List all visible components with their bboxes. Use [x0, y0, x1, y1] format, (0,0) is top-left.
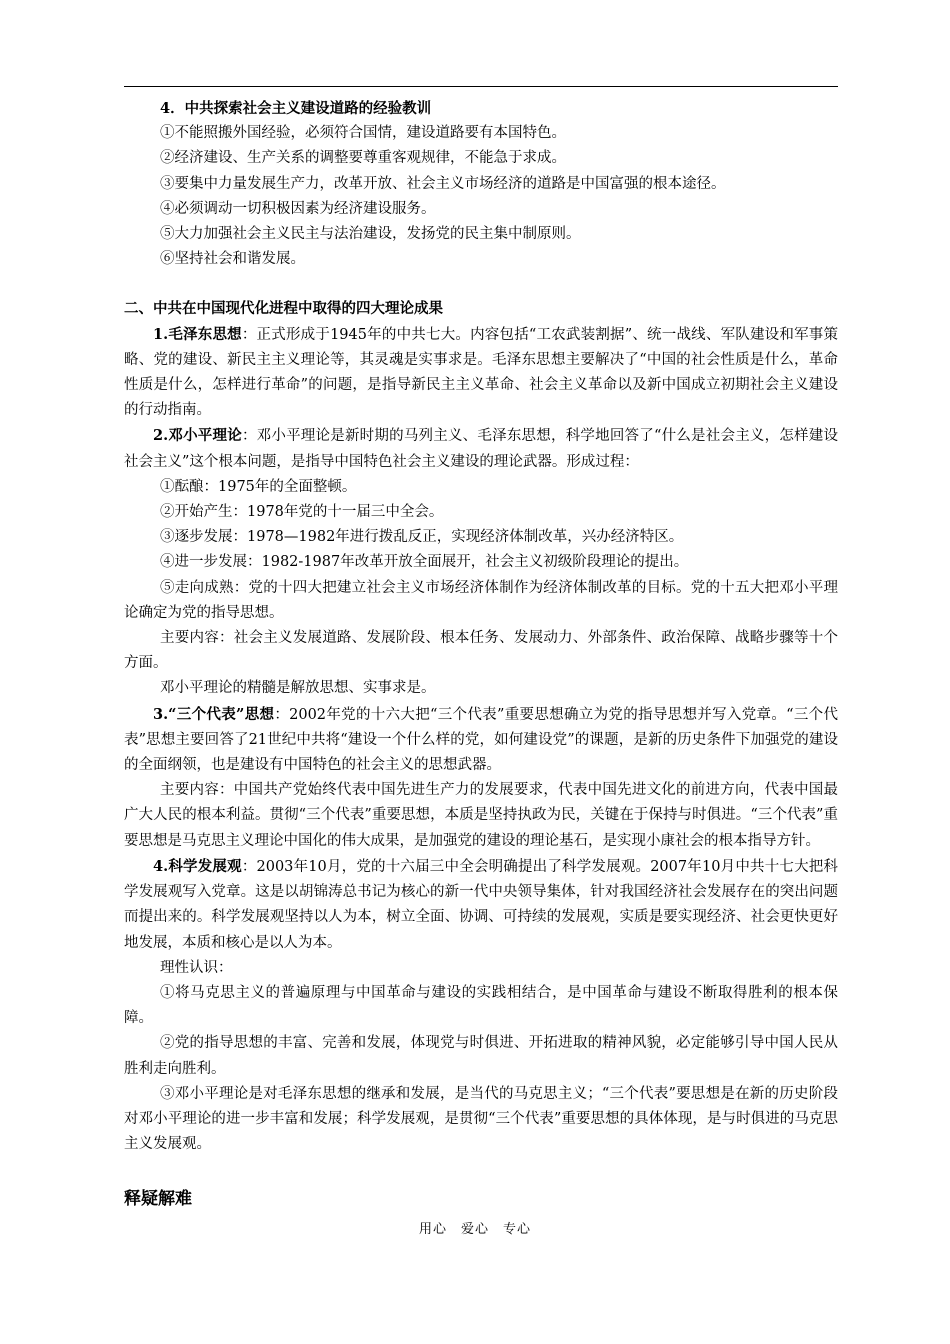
deng-text: ：邓小平理论是新时期的马列主义、毛泽东思想，科学地回答了“什么是社会主义，怎样建设社会主义”这个根本问题，是指导中国特色社会主义建设的理论武器。形成过程： — [124, 428, 838, 470]
bottom-heading: 释疑解难 — [124, 1189, 192, 1210]
deng-label: 2.邓小平理论 — [153, 427, 242, 445]
sci-text: ：2003年10月，党的十六届三中全会明确提出了科学发展观。2007年10月中共十七大把科学发展观写入党章。这是以胡锦涛总书记为核心的新一代中央领导集体，针对我国经济社会发展存在的突出问题而提出来的。科学发展观坚持以人为本，树立全面、协调、可持续的发展观，实质是要实现经济、社会更快更好地发展，本质和核心是以人为本。 — [124, 858, 839, 951]
three-text: ：2002年党的十六大把“三个代表”重要思想确立为党的指导思想并写入党章。“三个代表”思想主要回答了21世纪中共将“建设一个什么样的党，如何建设党”的课题，是新的历史条件下加强党的建设的全面纲领，也是建设有中国特色的社会主义的思想武器。 — [124, 706, 838, 774]
sci-label: 4.科学发展观 — [153, 857, 242, 875]
document-body — [124, 96, 838, 1213]
page-footer: 用心 爱心 专心 — [418, 1222, 531, 1237]
mao-paragraph — [124, 322, 838, 424]
deng-step: ③逐步发展：1978—1982年进行拨乱反正，实现经济体制改革，兴办经济特区。 — [160, 529, 684, 546]
header-rule — [124, 86, 838, 87]
deng-step: ④进一步发展：1982-1987年改革开放全面展开，社会主义初级阶段理论的提出。 — [160, 554, 689, 571]
deng-step: ②开始产生：1978年党的十一届三中全会。 — [160, 504, 444, 521]
deng-step: ⑤走向成熟：党的十四大把建立社会主义市场经济体制作为经济体制改革的目标。党的十五大把邓小平理论确定为党的指导思想。 — [124, 579, 838, 621]
mao-label: 1.毛泽东思想 — [153, 325, 242, 343]
s4-item: ⑤大力加强社会主义民主与法治建设，发扬党的民主集中制原则。 — [160, 226, 581, 243]
s4-item: ①不能照搬外国经验，必须符合国情，建设道路要有本国特色。 — [160, 125, 566, 142]
s4-item: ⑥坚持社会和谐发展。 — [160, 251, 305, 268]
three-label: 3.“三个代表”思想 — [153, 705, 275, 723]
deng-essence: 邓小平理论的精髓是解放思想、实事求是。 — [160, 680, 436, 697]
section-2-heading: 二、中共在中国现代化进程中取得的四大理论成果 — [124, 300, 443, 318]
sci-paragraph — [124, 854, 838, 956]
deng-content: 主要内容：社会主义发展道路、发展阶段、根本任务、发展动力、外部条件、政治保障、战略步骤等十个方面。 — [124, 630, 838, 672]
sci-point: ①将马克思主义的普遍原理与中国革命与建设的实践相结合，是中国革命与建设不断取得胜利的根本保障。 — [124, 984, 838, 1027]
sci-point: ②党的指导思想的丰富、完善和发展，体现党与时俱进、开拓进取的精神风貌，必定能够引导中国人民从胜利走向胜利。 — [124, 1035, 838, 1077]
three-content: 主要内容：中国共产党始终代表中国先进生产力的发展要求，代表中国先进文化的前进方向，代表中国最广大人民的根本利益。贯彻“三个代表”重要思想，本质是坚持执政为民，关键在于保持与时俱进。“三个代表”重要思想是马克思主义理论中国化的伟大成果，是加强党的建设的理论基石，是实现小康社会的根本指导方针。 — [124, 782, 838, 849]
s4-item: ②经济建设、生产关系的调整要尊重客观规律，不能急于求成。 — [160, 150, 566, 167]
s4-item: ③要集中力量发展生产力，改革开放、社会主义市场经济的道路是中国富强的根本途径。 — [160, 175, 726, 192]
s4-item: ④必须调动一切积极因素为经济建设服务。 — [160, 200, 436, 217]
deng-paragraph — [124, 423, 838, 474]
sci-rational: 理性认识： — [160, 959, 233, 976]
sci-point: ③邓小平理论是对毛泽东思想的继承和发展，是当代的马克思主义；“三个代表”要思想是在新的历史阶段对邓小平理论的进一步丰富和发展；科学发展观，是贯彻“三个代表”重要思想的具体体现，是与时俱进的马克思主义发展观。 — [124, 1085, 838, 1153]
deng-step: ①酝酿：1975年的全面整顿。 — [160, 478, 357, 495]
three-paragraph — [124, 702, 838, 779]
mao-text: ：正式形成于1945年的中共七大。内容包括“工农武装割据”、统一战线、军队建设和军事策略、党的建设、新民主主义理论等，其灵魂是实事求是。毛泽东思想主要解决了“中国的社会性质是什么，革命性质是什么，怎样进行革命”的问题，是指导新民主主义革命、社会主义革命以及新中国成立初期社会主义建设的行动指南。 — [124, 326, 838, 419]
section-4-heading: 4．中共探索社会主义建设道路的经验教训 — [160, 100, 432, 117]
